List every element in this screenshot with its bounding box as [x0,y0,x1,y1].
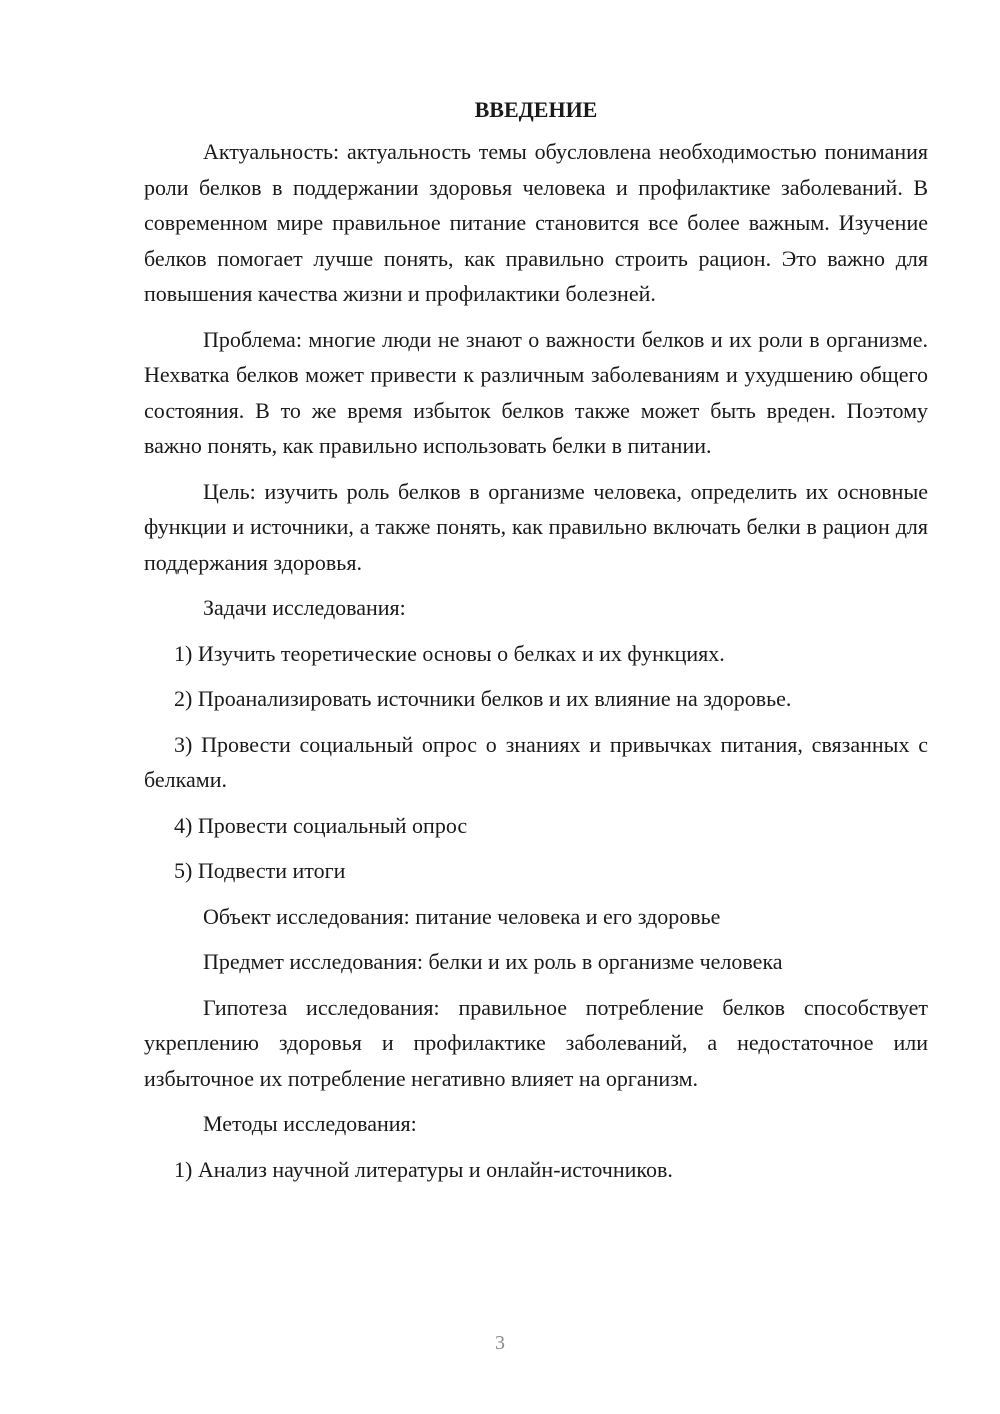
method-item-1: 1) Анализ научной литературы и онлайн-источников. [174,1156,673,1182]
hypothesis-paragraph: Гипотеза исследования: правильное потребление белков способствует укреплению здоровья и профилактике заболеваний, а недостаточное или избыточное их потребление негативно влияет на организм. [144,994,928,1091]
research-subject: Предмет исследования: белки и их роль в организме человека [203,949,783,974]
methods-heading: Методы исследования: [203,1111,417,1136]
relevance-paragraph: Актуальность: актуальность темы обусловлена необходимостью понимания роли белков в поддержании здоровья человека и профилактике заболеваний. В современном мире правильное питание становится все более важным. Изучение белков помогает лучше понять, как правильно строить рацион. Это важно для повышения качества жизни и профилактики болезней. [144,139,928,306]
task-item-5: 5) Подвести итоги [174,858,346,883]
task-item-1: 1) Изучить теоретические основы о белках и их функциях. [174,640,725,666]
task-item-2: 2) Проанализировать источники белков и их влияние на здоровье. [174,686,792,711]
tasks-heading: Задачи исследования: [203,595,406,620]
page-number: 3 [495,1332,505,1354]
page-title: ВВЕДЕНИЕ [474,97,598,122]
task-item-4: 4) Провести социальный опрос [174,812,468,838]
task-item-3: 3) Провести социальный опрос о знаниях и привычках питания, связанных с белками. [144,731,928,792]
goal-paragraph: Цель: изучить роль белков в организме человека, определить их основные функции и источники, а также понять, как правильно включать белки в рацион для поддержания здоровья. [144,478,928,575]
problem-paragraph: Проблема: многие люди не знают о важности белков и их роли в организме. Нехватка белков может привести к различным заболеваниям и ухудшению общего состояния. В то же время избыток белков также может быть вреден. Поэтому важно понять, как правильно использовать белки в питании. [144,326,928,458]
research-object: Объект исследования: питание человека и его здоровье [203,903,721,929]
document-page [144,92,928,1197]
